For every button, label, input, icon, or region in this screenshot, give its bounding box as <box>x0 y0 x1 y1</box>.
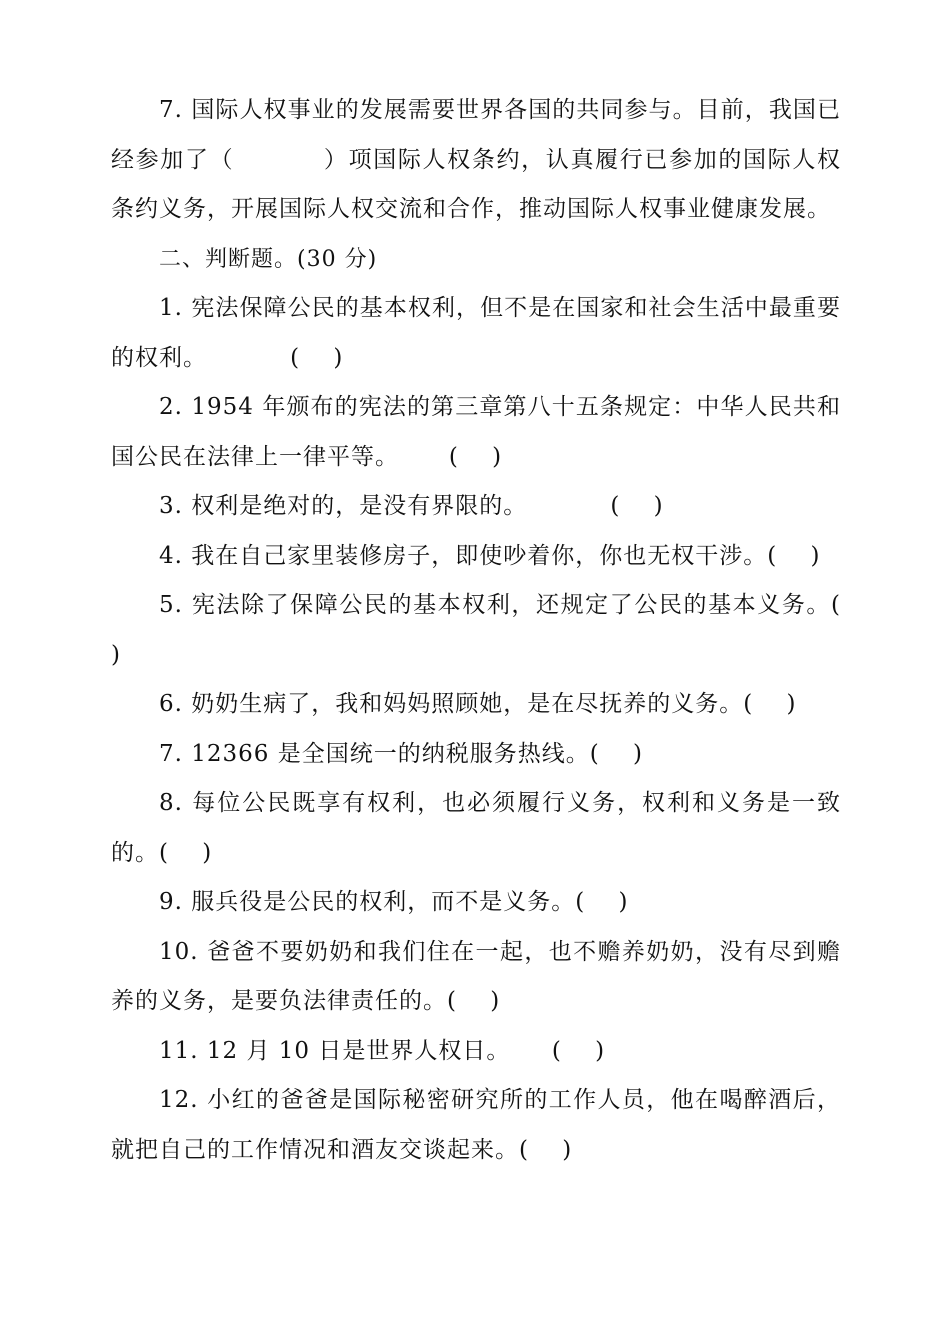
document-body <box>111 86 875 1175</box>
judgment-question-2: 2. 1954 年颁布的宪法的第三章第八十五条规定：中华人民共和国公民在法律上一律平等。 ( ) <box>111 394 841 470</box>
judgment-question-9: 9. 服兵役是公民的权利，而不是义务。( ) <box>159 889 629 915</box>
judgment-question-6: 6. 奶奶生病了，我和妈妈照顾她，是在尽抚养的义务。( ) <box>159 691 797 717</box>
judgment-question-3: 3. 权利是绝对的，是没有界限的。 ( ) <box>159 493 664 519</box>
judgment-question-12: 12. 小红的爸爸是国际秘密研究所的工作人员，他在喝醉酒后，就把自己的工作情况和酒友交谈起来。( ) <box>111 1087 841 1163</box>
judgment-question-10: 10. 爸爸不要奶奶和我们住在一起，也不赡养奶奶，没有尽到赡养的义务，是要负法律责任的。( ) <box>111 938 841 1014</box>
judgment-question-8: 8. 每位公民既享有权利，也必须履行义务，权利和义务是一致的。( ) <box>111 790 841 866</box>
judgment-question-11: 11. 12 月 10 日是世界人权日。 ( ) <box>159 1037 606 1064</box>
judgment-question-7: 7. 12366 是全国统一的纳税服务热线。( ) <box>159 740 643 767</box>
judgment-question-1: 1. 宪法保障公民的基本权利，但不是在国家和社会生活中最重要的权利。 ( ) <box>111 295 841 371</box>
judgment-question-4: 4. 我在自己家里装修房子，即使吵着你，你也无权干涉。( ) <box>159 542 821 569</box>
judgment-question-5: 5. 宪法除了保障公民的基本权利，还规定了公民的基本义务。( ) <box>111 592 875 668</box>
section-heading-true-false: 二、判断题。(30 分) <box>159 246 378 272</box>
question-7-fill-blank: 7. 国际人权事业的发展需要世界各国的共同参与。目前，我国已经参加了（ ）项国际人权条约，认真履行已参加的国际人权条约义务，开展国际人权交流和合作，推动国际人权事业健康发展。 <box>111 97 841 222</box>
